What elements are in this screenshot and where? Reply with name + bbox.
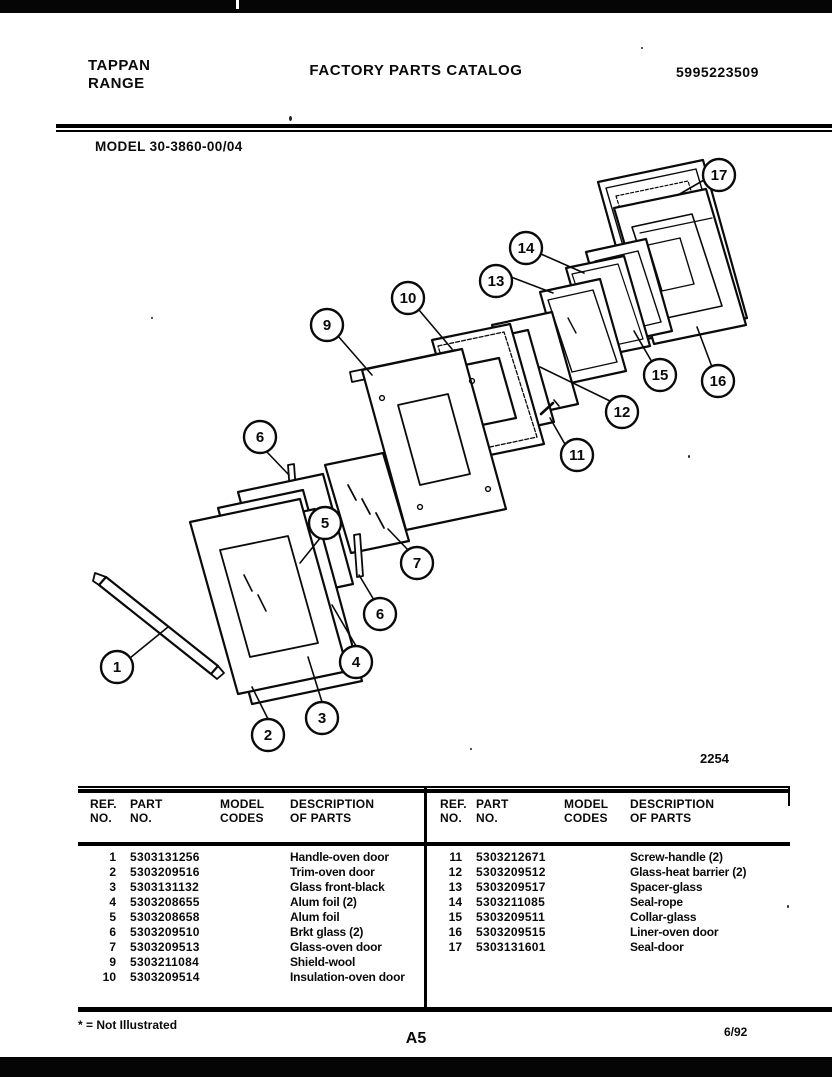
svg-text:10: 10 [399,290,417,307]
col-ref-header: REF. NO. [90,797,117,825]
table-rows-right [440,850,786,955]
col-model-header: MODEL CODES [564,797,609,825]
callout-12 [606,396,638,428]
svg-text:15: 15 [651,367,669,384]
callout-5 [309,507,341,539]
callout-15 [644,359,676,391]
scan-artifact-bottom-bar [0,1057,832,1077]
scan-speck [151,317,153,319]
svg-text:13: 13 [487,273,505,290]
publication-number: 5995223509 [676,64,759,80]
callout-7 [401,547,433,579]
parts-table [78,786,790,1012]
model-number: MODEL 30-3860-00/04 [95,139,243,154]
scan-speck [787,905,789,908]
table-row: 1 5303131256 Handle-oven door [109,850,389,864]
page-title: FACTORY PARTS CATALOG [309,62,523,79]
table-row: 6 5303209510 Brkt glass (2) [109,925,364,939]
scan-speck [688,455,690,458]
callout-11 [561,439,593,471]
col-part-header: PART NO. [476,797,509,825]
svg-text:3: 3 [317,710,327,727]
callout-10 [392,282,424,314]
table-row: 17 5303131601 Seal-door [448,940,684,954]
scan-artifact-notch [236,0,239,9]
svg-text:7: 7 [412,555,422,572]
callout-14 [510,232,542,264]
table-row: 11 5303212671 Screw-handle (2) [449,850,723,864]
table-row: 7 5303209513 Glass-oven door [109,940,382,954]
table-row: 13 5303209517 Spacer-glass [448,880,703,894]
table-center-divider [424,786,427,1012]
svg-text:4: 4 [351,654,361,671]
table-row: 4 5303208655 Alum foil (2) [109,895,357,909]
table-row: 12 5303209512 Glass-heat barrier (2) [448,865,747,879]
col-desc-header: DESCRIPTION OF PARTS [630,797,715,825]
brand-line-1: TAPPAN [88,57,151,74]
svg-text:6: 6 [255,429,265,446]
svg-text:1: 1 [112,659,122,676]
oven-door-exploded-diagram [0,155,832,785]
scan-artifact-top-bar [0,0,832,13]
svg-text:9: 9 [322,317,332,334]
svg-text:5: 5 [320,515,330,532]
callout-13 [480,265,512,297]
scan-speck [289,116,292,121]
callout-9 [311,309,343,341]
svg-text:16: 16 [709,373,727,390]
callout-17 [703,159,735,191]
table-row: 5 5303208658 Alum foil [109,910,340,924]
callout-3 [306,702,338,734]
table-row: 15 5303209511 Collar-glass [448,910,697,924]
figure-number: 2254 [700,751,729,766]
svg-text:11: 11 [569,447,585,464]
table-row: 3 5303131132 Glass front-black [109,880,385,894]
svg-text:2: 2 [263,727,273,744]
callout-2 [252,719,284,751]
not-illustrated-note: * = Not Illustrated [78,1018,178,1032]
svg-text:6: 6 [375,606,385,623]
table-row: 9 5303211084 Shield-wool [109,955,356,969]
callout-16 [702,365,734,397]
callout-1 [101,651,133,683]
table-row: 2 5303209516 Trim-oven door [109,865,375,879]
col-part-header: PART NO. [130,797,163,825]
svg-text:17: 17 [710,167,728,184]
scan-speck [641,47,643,49]
page-code: A5 [405,1030,427,1047]
table-row: 14 5303211085 Seal-rope [448,895,683,909]
col-model-header: MODEL CODES [220,797,265,825]
header-rule [56,124,832,132]
col-desc-header: DESCRIPTION OF PARTS [290,797,375,825]
table-rows-left [90,850,414,985]
col-ref-header: REF. NO. [440,797,467,825]
svg-text:12: 12 [613,404,631,421]
callout-6a [244,421,276,453]
brand-line-2: RANGE [88,75,145,92]
table-header-right [440,797,786,825]
table-row: 16 5303209515 Liner-oven door [448,925,719,939]
parts-table-left [78,786,418,1012]
svg-text:14: 14 [517,240,535,257]
date-code: 6/92 [724,1025,748,1039]
callout-4 [340,646,372,678]
table-row: 10 5303209514 Insulation-oven door [102,970,405,984]
callout-6b [364,598,396,630]
scan-speck [470,748,472,750]
table-header-left [90,797,414,825]
parts-table-right [432,786,790,1012]
